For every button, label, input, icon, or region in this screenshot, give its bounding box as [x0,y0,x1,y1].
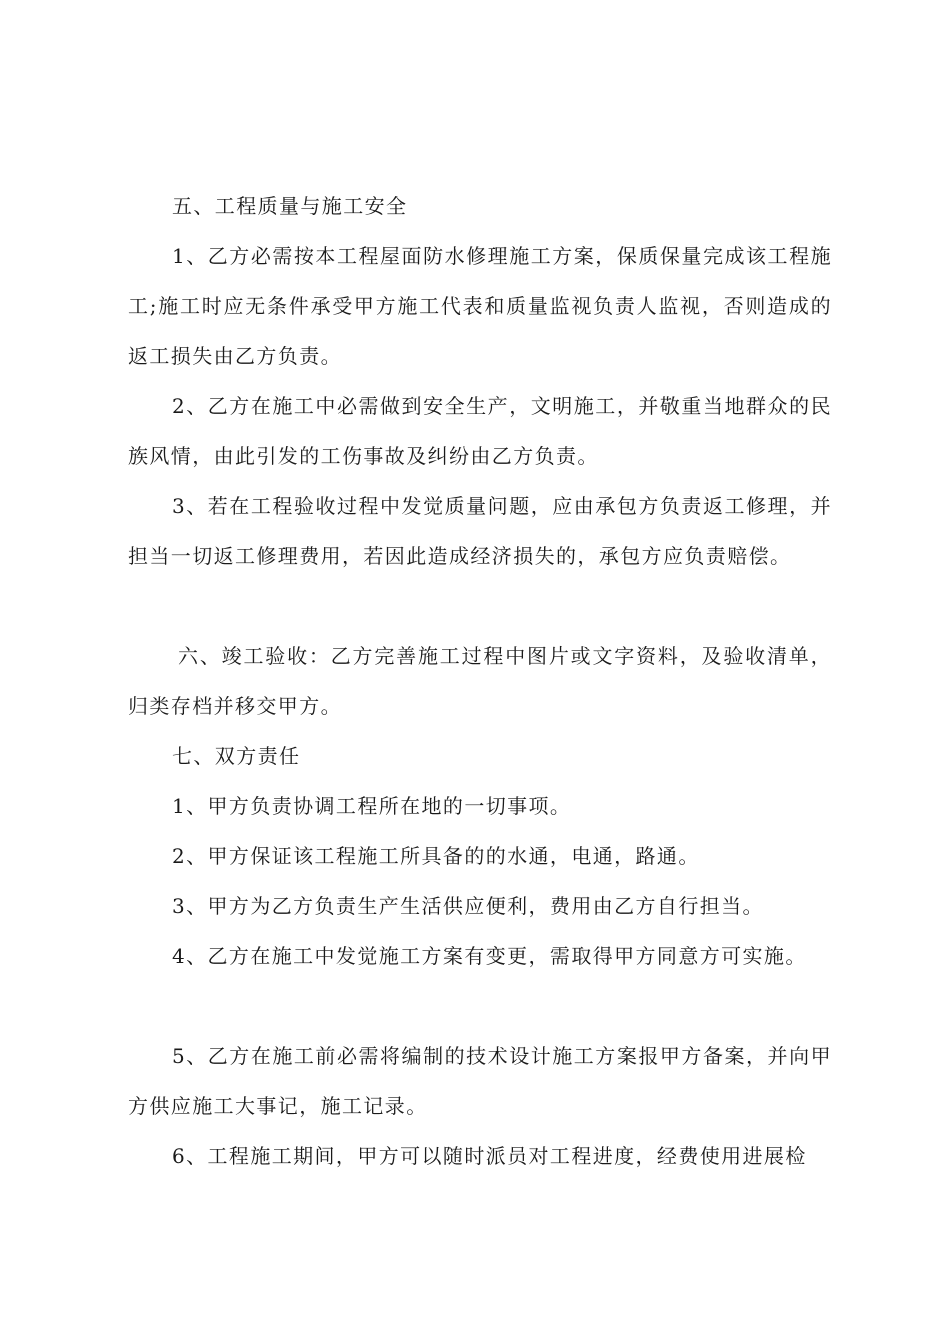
paragraph-responsibility-1: 1、甲方负责协调工程所在地的一切事项。 [172,794,572,818]
section-heading-quality-safety: 五、工程质量与施工安全 [172,194,408,218]
paragraph-quality-3: 3、若在工程验收过程中发觉质量问题，应由承包方负责返工修理，并担当一切返工修理费用，若因此造成经济损失的，承包方应负责赔偿。 [128,494,832,568]
paragraph-responsibility-4: 4、乙方在施工中发觉施工方案有变更，需取得甲方同意方可实施。 [172,944,807,968]
paragraph-responsibility-3: 3、甲方为乙方负责生产生活供应便利，费用由乙方自行担当。 [172,894,764,918]
paragraph-safety-2: 2、乙方在施工中必需做到安全生产，文明施工，并敬重当地群众的民族风情，由此引发的工伤事故及纠纷由乙方负责。 [128,394,832,468]
paragraph-responsibility-6: 6、工程施工期间，甲方可以随时派员对工程进度，经费使用进展检 [172,1144,807,1168]
paragraph-responsibility-2: 2、甲方保证该工程施工所具备的的水通，电通，路通。 [172,844,700,868]
section-heading-responsibilities: 七、双方责任 [172,744,301,768]
paragraph-responsibility-5: 5、乙方在施工前必需将编制的技术设计施工方案报甲方备案，并向甲方供应施工大事记，施工记录。 [128,1044,832,1118]
section-heading-acceptance: 六、竣工验收：乙方完善施工过程中图片或文字资料，及验收清单，归类存档并移交甲方。 [128,644,832,718]
paragraph-quality-1: 1、乙方必需按本工程屋面防水修理施工方案，保质保量完成该工程施工;施工时应无条件承受甲方施工代表和质量监视负责人监视，否则造成的返工损失由乙方负责。 [128,244,832,368]
